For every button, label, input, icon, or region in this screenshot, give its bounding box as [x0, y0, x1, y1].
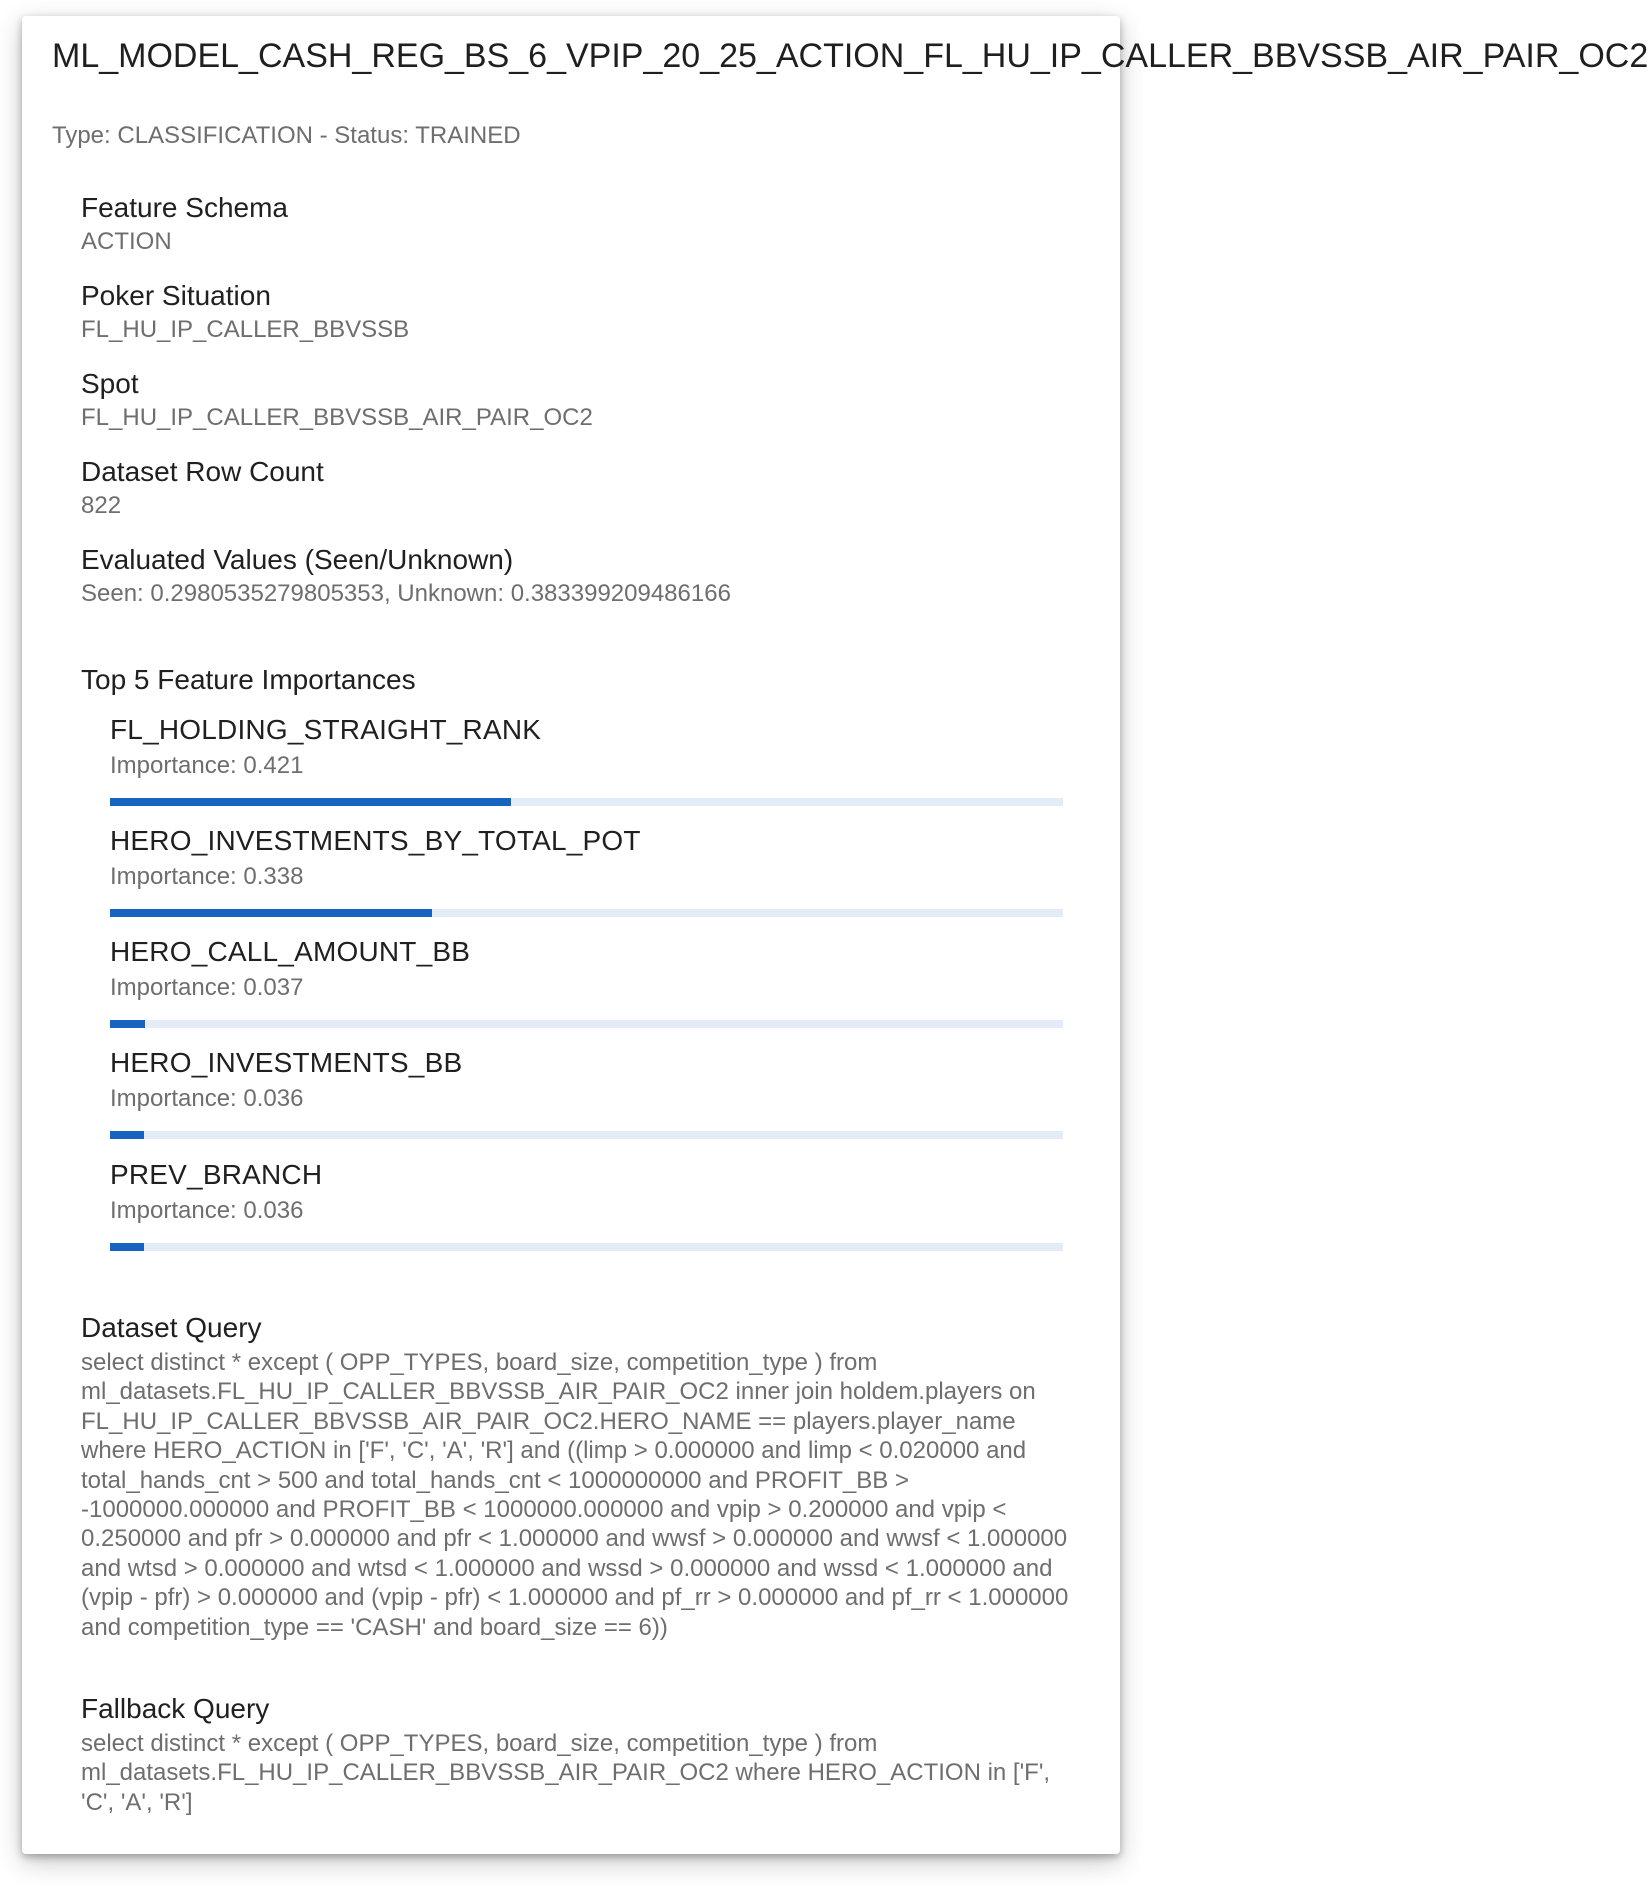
feature-importance-value: Importance: 0.037: [110, 974, 304, 1001]
field-label: Dataset Row Count: [81, 456, 324, 487]
field-poker-situation: [81, 278, 1081, 346]
field-label: Feature Schema: [81, 192, 288, 223]
fallback-query-text: select distinct * except ( OPP_TYPES, board_size, competition_type ) from ml_datasets.FL_HU_IP_CALLER_BBVSSB_AIR_PAIR_OC2 where HERO_ACTION in ['F', 'C', 'A', 'R']: [81, 1730, 1051, 1816]
field-feature-schema: [81, 190, 1081, 258]
feature-importance-item: [110, 823, 1063, 893]
importance-bar-track: [110, 909, 1063, 917]
field-dataset-row-count: [81, 454, 1081, 522]
model-subtitle: Type: CLASSIFICATION - Status: TRAINED: [52, 122, 521, 149]
fallback-query-label: Fallback Query: [81, 1693, 270, 1724]
importance-bar-track: [110, 798, 1063, 806]
feature-name: FL_HOLDING_STRAIGHT_RANK: [110, 714, 542, 745]
feature-importance-item: [110, 712, 1063, 782]
feature-importances-title: Top 5 Feature Importances: [81, 664, 416, 695]
importance-bar-track: [110, 1243, 1063, 1251]
feature-name: HERO_INVESTMENTS_BY_TOTAL_POT: [110, 825, 641, 856]
dataset-query-label: Dataset Query: [81, 1312, 262, 1343]
feature-name: HERO_INVESTMENTS_BB: [110, 1047, 463, 1078]
feature-importance-value: Importance: 0.036: [110, 1197, 304, 1224]
model-card: [22, 16, 1648, 1854]
field-value: FL_HU_IP_CALLER_BBVSSB_AIR_PAIR_OC2: [81, 404, 593, 431]
field-evaluated-values: [81, 542, 1081, 610]
fallback-query-section: [81, 1691, 1081, 1817]
feature-importance-value: Importance: 0.338: [110, 863, 304, 890]
feature-importance-item: [110, 934, 1063, 1004]
dataset-query-section: [81, 1310, 1081, 1642]
importance-bar-track: [110, 1131, 1063, 1139]
field-label: Evaluated Values (Seen/Unknown): [81, 544, 514, 575]
importance-bar-track: [110, 1020, 1063, 1028]
field-spot: [81, 366, 1081, 434]
feature-importance-item: [110, 1045, 1063, 1115]
field-value: Seen: 0.2980535279805353, Unknown: 0.383399209486166: [81, 580, 731, 607]
field-label: Spot: [81, 368, 139, 399]
field-label: Poker Situation: [81, 280, 271, 311]
importance-bar-fill: [110, 909, 432, 917]
importance-bar-fill: [110, 1020, 145, 1028]
feature-name: HERO_CALL_AMOUNT_BB: [110, 936, 471, 967]
field-value: ACTION: [81, 228, 172, 255]
importance-bar-fill: [110, 1243, 144, 1251]
field-value: FL_HU_IP_CALLER_BBVSSB: [81, 316, 410, 343]
importance-bar-fill: [110, 798, 511, 806]
feature-name: PREV_BRANCH: [110, 1159, 323, 1190]
importance-bar-fill: [110, 1131, 144, 1139]
feature-importance-value: Importance: 0.421: [110, 752, 304, 779]
model-title: ML_MODEL_CASH_REG_BS_6_VPIP_20_25_ACTION_FL_HU_IP_CALLER_BBVSSB_AIR_PAIR_OC2: [52, 37, 1648, 75]
feature-importance-item: [110, 1157, 1063, 1227]
field-value: 822: [81, 492, 122, 519]
dataset-query-text: select distinct * except ( OPP_TYPES, board_size, competition_type ) from ml_datasets.FL_HU_IP_CALLER_BBVSSB_AIR_PAIR_OC2 inner join holdem.players on FL_HU_IP_CALLER_BBVSSB_AIR_PAIR_OC2.HERO_NAME == players.player_name where HERO_ACTION in ['F', 'C', 'A', 'R'] and ((limp > 0.000000 and limp < 0.020000 and total_hands_cnt > 500 and total_hands_cnt < 1000000000 and PROFIT_BB > -1000000.000000 and PROFIT_BB < 1000000.000000 and vpip > 0.200000 and vpip < 0.250000 and pfr > 0.000000 and pfr < 1.000000 and wwsf > 0.000000 and wwsf < 1.000000 and wtsd > 0.000000 and wtsd < 1.000000 and wssd > 0.000000 and wssd < 1.000000 and (vpip - pfr) > 0.000000 and (vpip - pfr) < 1.000000 and pf_rr > 0.000000 and pf_rr < 1.000000 and competition_type == 'CASH' and board_size == 6)): [81, 1349, 1069, 1641]
feature-importance-value: Importance: 0.036: [110, 1085, 304, 1112]
